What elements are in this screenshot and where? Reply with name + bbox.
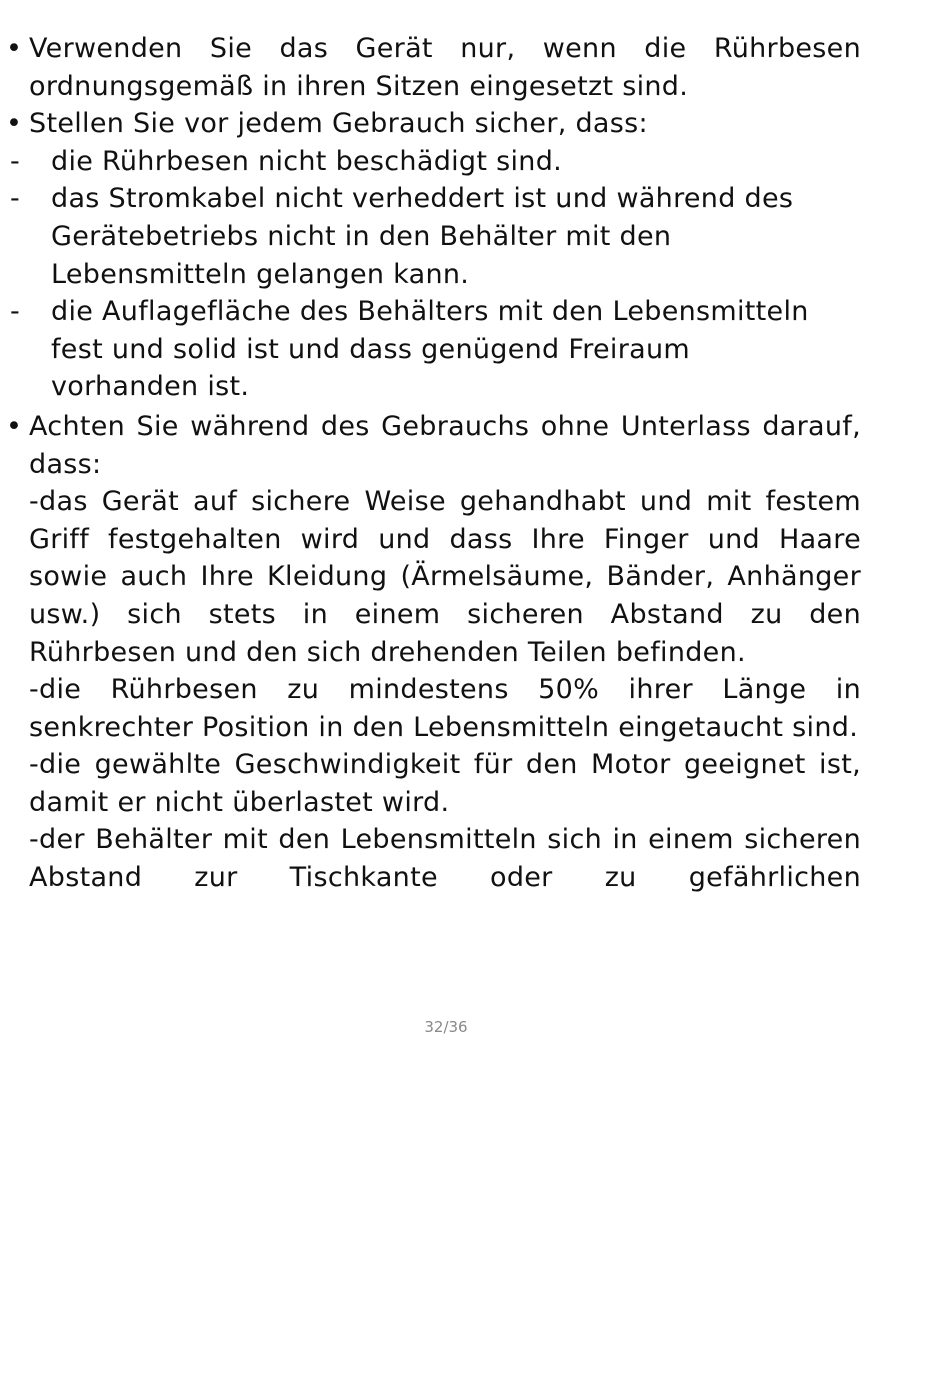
bullet-item-3 bbox=[0, 408, 861, 897]
dash-item-2 bbox=[0, 180, 832, 293]
dash-marker: - bbox=[10, 145, 21, 177]
dash-text: die Auflagefläche des Behälters mit den Lebensmitteln fest und solid ist und dass genügend Freiraum vorhanden ist. bbox=[51, 296, 809, 403]
dash-text: das Stromkabel nicht verheddert ist und während des Gerätebetriebs nicht in den Behälter mit den Lebensmitteln gelangen kann. bbox=[51, 183, 794, 290]
page-number: 32/36 bbox=[424, 1018, 468, 1036]
paragraph-2: -die Rührbesen zu mindestens 50% ihrer Länge in senkrechter Position in den Lebensmitteln eingetaucht sind. bbox=[29, 674, 861, 743]
dash-item-3 bbox=[0, 293, 832, 406]
dash-marker: - bbox=[10, 296, 21, 328]
dash-list bbox=[0, 143, 950, 406]
page-content bbox=[0, 30, 950, 897]
bullet-text: Achten Sie während des Gebrauchs ohne Unterlass darauf, dass: bbox=[29, 410, 861, 480]
dash-text: die Rührbesen nicht beschädigt sind. bbox=[51, 145, 563, 177]
bullet-item-2 bbox=[0, 105, 861, 143]
bullet-icon: • bbox=[6, 410, 23, 442]
dash-marker: - bbox=[10, 183, 21, 215]
bullet-text: Stellen Sie vor jedem Gebrauch sicher, dass: bbox=[29, 108, 648, 140]
paragraph-1: -das Gerät auf sichere Weise gehandhabt und mit festem Griff festgehalten wird und dass Ihre Finger und Haare sowie auch Ihre Kleidung (Ärmelsäume, Bänder, Anhänger usw.) sich stets in einem sicheren Abstand zu den Rührbesen und den sich drehenden Teilen befinden. bbox=[29, 486, 861, 668]
dash-item-1 bbox=[0, 143, 832, 181]
bullet-text: Verwenden Sie das Gerät nur, wenn die Rührbesen ordnungsgemäß in ihren Sitzen eingesetzt sind. bbox=[29, 33, 861, 102]
paragraph-4: -der Behälter mit den Lebensmitteln sich in einem sicheren Abstand zur Tischkante oder zu gefährlichen bbox=[29, 824, 861, 894]
bullet-item-1 bbox=[0, 30, 861, 105]
paragraph-3: -die gewählte Geschwindigkeit für den Motor geeignet ist, damit er nicht überlastet wird. bbox=[29, 749, 861, 818]
bullet-icon: • bbox=[6, 108, 23, 140]
bullet-icon: • bbox=[6, 33, 23, 64]
